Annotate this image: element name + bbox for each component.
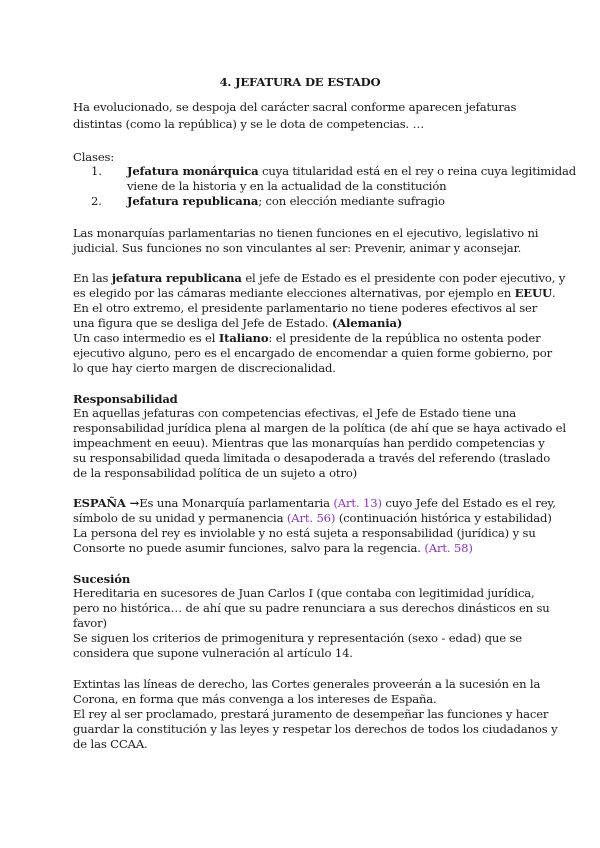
list-number: 2. — [91, 194, 102, 208]
intro-line-1: Ha evolucionado, se despoja del carácter sacral conforme aparecen jefaturas — [73, 100, 517, 114]
responsabilidad-line-5: de la responsabilidad política de un sujeto a otro) — [73, 466, 358, 480]
espana-line-2 — [73, 511, 552, 526]
final-line-1: Extintas las líneas de derecho, las Cortes generales proveerán a la sucesión en la — [73, 677, 541, 691]
text-run: Consorte no puede asumir funciones, salvo para la regencia. — [73, 541, 425, 555]
text-run: (continuación histórica y estabilidad) — [335, 511, 552, 525]
espana-line-4 — [73, 541, 473, 556]
bold-term: jefatura republicana — [111, 271, 242, 285]
article-reference: (Art. 13) — [333, 496, 382, 510]
text-run: Es una Monarquía parlamentaria — [139, 496, 334, 510]
section-title: 4. JEFATURA DE ESTADO — [219, 75, 381, 89]
list-number: 1. — [91, 164, 102, 178]
sucesion-line-2: pero no histórica… de ahí que su padre renunciara a sus derechos dinásticos en su — [73, 601, 550, 615]
bold-term: EEUU — [514, 286, 552, 300]
bold-term: Italiano — [218, 331, 269, 345]
list-item-continuation: viene de la historia y en la actualidad de la constitución — [127, 179, 447, 193]
bold-term: (Alemania) — [331, 316, 403, 330]
text-run: : el presidente de la república no ostenta poder — [268, 331, 541, 345]
sucesion-line-1: Hereditaria en sucesores de Juan Carlos I (que contaba con legitimidad jurídica, — [73, 586, 535, 600]
text-run: cuyo Jefe del Estado es el rey, — [381, 496, 556, 510]
republicana-line-7: lo que hay cierto margen de discrecionalidad. — [73, 361, 336, 375]
text-run: una figura que se desliga del Jefe de Estado. — [73, 316, 332, 330]
article-reference: (Art. 58) — [424, 541, 473, 555]
text-run: En las — [73, 271, 112, 285]
responsabilidad-line-3: impeachment en eeuu). Mientras que las monarquías han perdido competencias y — [73, 436, 545, 450]
sucesion-line-3: favor) — [73, 616, 107, 630]
republicana-line-6: ejecutivo alguno, pero es el encargado de encomendar a quien forme gobierno, por — [73, 346, 553, 360]
text-run: es elegido por las cámaras mediante elecciones alternativas, por ejemplo en — [73, 286, 515, 300]
responsabilidad-line-1: En aquellas jefaturas con competencias efectivas, el Jefe de Estado tiene una — [73, 406, 517, 420]
clases-heading: Clases: — [73, 150, 115, 164]
sucesion-line-5: considera que supone vulneración al artículo 14. — [73, 646, 353, 660]
republicana-line-3: En el otro extremo, el presidente parlamentario no tiene poderes efectivos al ser — [73, 301, 538, 315]
monarquias-line-1: Las monarquías parlamentarias no tienen funciones en el ejecutivo, legislativo ni — [73, 226, 539, 240]
monarquias-line-2: judicial. Sus funciones no son vinculantes al ser: Prevenir, animar y aconsejar. — [73, 241, 522, 255]
republicana-line-5 — [73, 331, 541, 346]
final-line-4: guardar la constitución y las leyes y respetar los derechos de todos los ciudadanos y — [73, 722, 558, 736]
list-item-text: ; con elección mediante sufragio — [258, 194, 445, 208]
list-item-jefatura-republicana — [91, 194, 445, 209]
text-run: el jefe de Estado es el presidente con poder ejecutivo, y — [241, 271, 566, 285]
responsabilidad-line-2: responsabilidad jurídica plena al margen de la política (de ahí que se haya activado el — [73, 421, 566, 435]
list-item-term: Jefatura monárquica — [127, 164, 259, 178]
list-item-text: cuya titularidad está en el rey o reina cuya legitimidad — [258, 164, 577, 178]
final-line-3: El rey al ser proclamado, prestará juramento de desempeñar las funciones y hacer — [73, 707, 549, 721]
republicana-line-1 — [73, 271, 565, 286]
text-run: símbolo de su unidad y permanencia — [73, 511, 287, 525]
list-item-jefatura-monarquica — [91, 164, 576, 179]
text-run: . — [551, 286, 556, 300]
sucesion-line-4: Se siguen los criterios de primogenitura y representación (sexo - edad) que se — [73, 631, 522, 645]
intro-line-2: distintas (como la república) y se le dota de competencias. … — [73, 117, 425, 131]
republicana-line-4 — [73, 316, 402, 331]
espana-line-1 — [73, 496, 556, 511]
final-line-2: Corona, en forma que más convenga a los intereses de España. — [73, 692, 437, 706]
text-run: Un caso intermedio es el — [73, 331, 219, 345]
list-item-term: Jefatura republicana — [127, 194, 259, 208]
final-line-5: de las CCAA. — [73, 737, 148, 751]
republicana-line-2 — [73, 286, 555, 301]
responsabilidad-heading: Responsabilidad — [73, 392, 178, 406]
responsabilidad-line-4: su responsabilidad queda limitada o desapoderada a través del referendo (traslado — [73, 451, 551, 465]
sucesion-heading: Sucesión — [73, 572, 131, 586]
article-reference: (Art. 56) — [286, 511, 336, 525]
espana-line-3: La persona del rey es inviolable y no está sujeta a responsabilidad (jurídica) y su — [73, 526, 536, 540]
bold-term: ESPAÑA → — [73, 496, 140, 510]
